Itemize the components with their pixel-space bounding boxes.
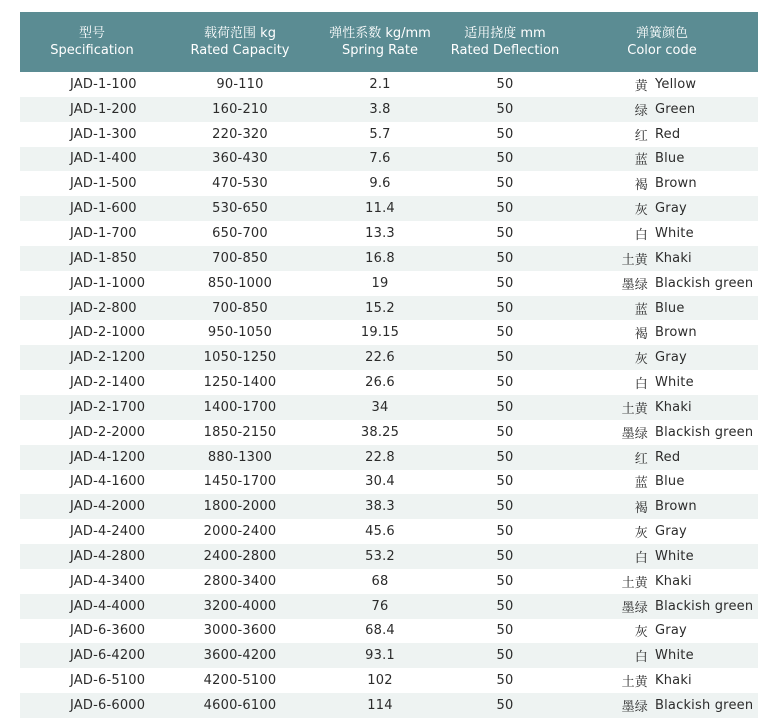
color-cn: 黄: [634, 78, 648, 94]
color-cell: [566, 348, 758, 367]
header-rated-capacity: [164, 12, 316, 72]
color-cell: [566, 249, 758, 268]
color-en: Red: [655, 126, 681, 142]
deflection-cell: 50: [496, 399, 514, 415]
table-row: [20, 693, 758, 718]
deflection-cell: 50: [496, 698, 514, 714]
color-en: Gray: [655, 623, 687, 639]
deflection-cell: 50: [496, 101, 514, 117]
color-en: Gray: [655, 350, 687, 366]
deflection-cell: 50: [496, 623, 514, 639]
color-en: Blue: [655, 151, 685, 167]
spring-rate-cell: 9.6: [369, 176, 391, 192]
color-cell: [566, 100, 758, 119]
table-row: [20, 97, 758, 122]
color-cell: [566, 423, 758, 442]
spec-cell: JAD-4-2800: [70, 548, 146, 564]
spec-cell: JAD-1-600: [70, 201, 137, 217]
capacity-cell: 220-320: [212, 126, 268, 142]
color-en: Khaki: [655, 250, 692, 266]
spring-rate-cell: 68.4: [365, 623, 395, 639]
table-row: [20, 147, 758, 172]
spec-cell: JAD-6-6000: [70, 698, 146, 714]
color-cn: 蓝: [634, 153, 648, 169]
capacity-cell: 2800-3400: [203, 573, 277, 589]
spec-cell: JAD-6-5100: [70, 673, 146, 689]
spring-rate-cell: 30.4: [365, 474, 395, 490]
deflection-cell: 50: [496, 499, 514, 515]
color-cn: 墨绿: [621, 600, 648, 616]
spec-cell: JAD-1-300: [70, 126, 137, 142]
color-en: White: [655, 375, 694, 391]
color-cell: [566, 547, 758, 566]
deflection-cell: 50: [496, 225, 514, 241]
color-cell: [566, 174, 758, 193]
color-en: Brown: [655, 499, 697, 515]
color-cell: [566, 199, 758, 218]
deflection-cell: 50: [496, 424, 514, 440]
spring-rate-cell: 45.6: [365, 524, 395, 540]
deflection-cell: 50: [496, 76, 514, 92]
capacity-cell: 650-700: [212, 225, 268, 241]
table-row: [20, 370, 758, 395]
color-cn: 白: [634, 550, 648, 566]
deflection-cell: 50: [496, 673, 514, 689]
table-row: [20, 122, 758, 147]
capacity-cell: 4200-5100: [203, 673, 277, 689]
color-cn: 白: [634, 377, 648, 393]
spring-rate-cell: 76: [371, 598, 389, 614]
capacity-cell: 3200-4000: [203, 598, 277, 614]
capacity-cell: 1450-1700: [203, 474, 277, 490]
spring-rate-cell: 15.2: [365, 300, 395, 316]
capacity-cell: 470-530: [212, 176, 268, 192]
spec-cell: JAD-1-200: [70, 101, 137, 117]
header-color-code: [566, 12, 758, 72]
deflection-cell: 50: [496, 250, 514, 266]
table-row: [20, 594, 758, 619]
color-en: Yellow: [655, 76, 697, 92]
spec-cell: JAD-2-1700: [70, 399, 146, 415]
spec-cell: JAD-2-1200: [70, 350, 146, 366]
spec-cell: JAD-1-400: [70, 151, 137, 167]
deflection-cell: 50: [496, 548, 514, 564]
spec-cell: JAD-2-1400: [70, 375, 146, 391]
color-cn: 土黄: [621, 575, 648, 591]
color-cell: [566, 472, 758, 491]
spring-rate-cell: 19: [371, 275, 389, 291]
table-row: [20, 668, 758, 693]
spring-rate-cell: 114: [367, 698, 393, 714]
color-cell: [566, 398, 758, 417]
color-cn: 褐: [634, 327, 648, 343]
deflection-cell: 50: [496, 201, 514, 217]
spec-cell: JAD-4-1600: [70, 474, 146, 490]
spring-rate-cell: 26.6: [365, 375, 395, 391]
capacity-cell: 880-1300: [207, 449, 273, 465]
spec-cell: JAD-1-850: [70, 250, 137, 266]
table-row: [20, 221, 758, 246]
header-en: Spring Rate: [342, 43, 418, 58]
spring-rate-cell: 13.3: [365, 225, 395, 241]
header-cn: 弹簧颜色: [635, 26, 688, 41]
table-row: [20, 494, 758, 519]
color-cn: 褐: [634, 178, 648, 194]
table-row: [20, 643, 758, 668]
color-cell: [566, 597, 758, 616]
color-cn: 红: [634, 451, 648, 467]
color-cell: [566, 621, 758, 640]
table-row: [20, 246, 758, 271]
color-en: White: [655, 648, 694, 664]
capacity-cell: 160-210: [212, 101, 268, 117]
header-cn: 型号: [78, 26, 105, 41]
capacity-cell: 1400-1700: [203, 399, 277, 415]
color-en: Blackish green: [655, 275, 754, 291]
color-cn: 灰: [634, 526, 648, 542]
spec-cell: JAD-1-500: [70, 176, 137, 192]
spring-rate-cell: 5.7: [369, 126, 391, 142]
color-en: Red: [655, 449, 681, 465]
table-row: [20, 171, 758, 196]
header-specification: [20, 12, 164, 72]
deflection-cell: 50: [496, 151, 514, 167]
spring-rate-cell: 22.8: [365, 449, 395, 465]
spring-rate-cell: 2.1: [369, 76, 391, 92]
spec-cell: JAD-1-1000: [70, 275, 146, 291]
color-cn: 墨绿: [621, 426, 648, 442]
header-en: Rated Deflection: [450, 43, 560, 58]
spring-spec-table: [20, 12, 758, 718]
deflection-cell: 50: [496, 375, 514, 391]
color-cell: [566, 299, 758, 318]
spec-cell: JAD-6-4200: [70, 648, 146, 664]
spec-cell: JAD-4-2400: [70, 524, 146, 540]
capacity-cell: 530-650: [212, 201, 268, 217]
spec-cell: JAD-1-100: [70, 76, 137, 92]
table-row: [20, 519, 758, 544]
color-en: Blue: [655, 474, 685, 490]
color-cell: [566, 696, 758, 715]
color-cell: [566, 522, 758, 541]
table-row: [20, 345, 758, 370]
deflection-cell: 50: [496, 275, 514, 291]
spec-cell: JAD-4-1200: [70, 449, 146, 465]
color-en: Blue: [655, 300, 685, 316]
color-en: Gray: [655, 524, 687, 540]
color-cell: [566, 323, 758, 342]
table-row: [20, 271, 758, 296]
color-cell: [566, 646, 758, 665]
capacity-cell: 3000-3600: [203, 623, 277, 639]
table-row: [20, 470, 758, 495]
color-cell: [566, 224, 758, 243]
color-en: Khaki: [655, 573, 692, 589]
capacity-cell: 2400-2800: [203, 548, 277, 564]
spring-rate-cell: 53.2: [365, 548, 395, 564]
color-cn: 蓝: [634, 302, 648, 318]
color-cell: [566, 448, 758, 467]
header-en: Rated Capacity: [190, 43, 290, 58]
spec-cell: JAD-2-800: [70, 300, 137, 316]
color-en: Khaki: [655, 399, 692, 415]
color-cn: 土黄: [621, 675, 648, 691]
color-cell: [566, 497, 758, 516]
deflection-cell: 50: [496, 648, 514, 664]
deflection-cell: 50: [496, 350, 514, 366]
deflection-cell: 50: [496, 449, 514, 465]
spring-rate-cell: 11.4: [365, 201, 395, 217]
color-cn: 墨绿: [621, 700, 648, 716]
color-cn: 土黄: [621, 401, 648, 417]
color-cn: 墨绿: [621, 277, 648, 293]
capacity-cell: 1800-2000: [203, 499, 277, 515]
spring-rate-cell: 68: [371, 573, 389, 589]
spring-rate-cell: 34: [371, 399, 389, 415]
deflection-cell: 50: [496, 176, 514, 192]
capacity-cell: 90-110: [216, 76, 264, 92]
color-cn: 土黄: [621, 252, 648, 268]
color-cell: [566, 373, 758, 392]
color-cn: 白: [634, 650, 648, 666]
header-cn: 适用挠度 mm: [464, 26, 546, 41]
header-rated-deflection: [444, 12, 566, 72]
color-cell: [566, 572, 758, 591]
table-row: [20, 569, 758, 594]
spec-cell: JAD-2-1000: [70, 325, 146, 341]
spring-rate-cell: 22.6: [365, 350, 395, 366]
color-en: Khaki: [655, 673, 692, 689]
header-en: Specification: [50, 43, 134, 58]
color-en: Blackish green: [655, 698, 754, 714]
color-en: Blackish green: [655, 424, 754, 440]
color-en: Green: [655, 101, 696, 117]
color-cell: [566, 274, 758, 293]
table-body: [20, 72, 758, 718]
color-cn: 灰: [634, 352, 648, 368]
color-en: White: [655, 225, 694, 241]
deflection-cell: 50: [496, 573, 514, 589]
color-en: Brown: [655, 176, 697, 192]
color-en: Brown: [655, 325, 697, 341]
spec-cell: JAD-2-2000: [70, 424, 146, 440]
color-cn: 褐: [634, 501, 648, 517]
color-cell: [566, 149, 758, 168]
capacity-cell: 2000-2400: [203, 524, 277, 540]
spec-cell: JAD-4-3400: [70, 573, 146, 589]
capacity-cell: 3600-4200: [203, 648, 277, 664]
spring-rate-cell: 38.25: [360, 424, 400, 440]
table-row: [20, 196, 758, 221]
spec-cell: JAD-4-4000: [70, 598, 146, 614]
capacity-cell: 1850-2150: [203, 424, 277, 440]
spring-rate-cell: 3.8: [369, 101, 391, 117]
color-cn: 灰: [634, 203, 648, 219]
spec-cell: JAD-6-3600: [70, 623, 146, 639]
spec-cell: JAD-1-700: [70, 225, 137, 241]
capacity-cell: 1050-1250: [203, 350, 277, 366]
color-en: Gray: [655, 201, 687, 217]
table-row: [20, 420, 758, 445]
spring-rate-cell: 19.15: [360, 325, 400, 341]
table-row: [20, 619, 758, 644]
table-row: [20, 320, 758, 345]
table-row: [20, 544, 758, 569]
spring-rate-cell: 93.1: [365, 648, 395, 664]
color-cell: [566, 75, 758, 94]
capacity-cell: 850-1000: [207, 275, 273, 291]
spring-rate-cell: 7.6: [369, 151, 391, 167]
deflection-cell: 50: [496, 598, 514, 614]
spring-rate-cell: 38.3: [365, 499, 395, 515]
capacity-cell: 950-1050: [207, 325, 273, 341]
deflection-cell: 50: [496, 126, 514, 142]
color-cn: 白: [634, 227, 648, 243]
header-spring-rate: [316, 12, 444, 72]
table-row: [20, 296, 758, 321]
capacity-cell: 700-850: [212, 250, 268, 266]
table-row: [20, 445, 758, 470]
header-cn: 弹性系数 kg/mm: [329, 26, 431, 41]
capacity-cell: 360-430: [212, 151, 268, 167]
spec-cell: JAD-4-2000: [70, 499, 146, 515]
deflection-cell: 50: [496, 300, 514, 316]
color-cell: [566, 671, 758, 690]
table-row: [20, 395, 758, 420]
capacity-cell: 4600-6100: [203, 698, 277, 714]
color-cn: 绿: [634, 103, 648, 119]
deflection-cell: 50: [496, 325, 514, 341]
color-en: White: [655, 548, 694, 564]
deflection-cell: 50: [496, 524, 514, 540]
spring-rate-cell: 102: [367, 673, 393, 689]
color-cn: 蓝: [634, 476, 648, 492]
table-header: [20, 12, 758, 72]
capacity-cell: 700-850: [212, 300, 268, 316]
color-cn: 红: [634, 128, 648, 144]
color-cn: 灰: [634, 625, 648, 641]
spring-rate-cell: 16.8: [365, 250, 395, 266]
header-cn: 载荷范围 kg: [204, 26, 276, 41]
deflection-cell: 50: [496, 474, 514, 490]
capacity-cell: 1250-1400: [203, 375, 277, 391]
table-row: [20, 72, 758, 97]
color-en: Blackish green: [655, 598, 754, 614]
header-en: Color code: [627, 43, 697, 58]
color-cell: [566, 125, 758, 144]
